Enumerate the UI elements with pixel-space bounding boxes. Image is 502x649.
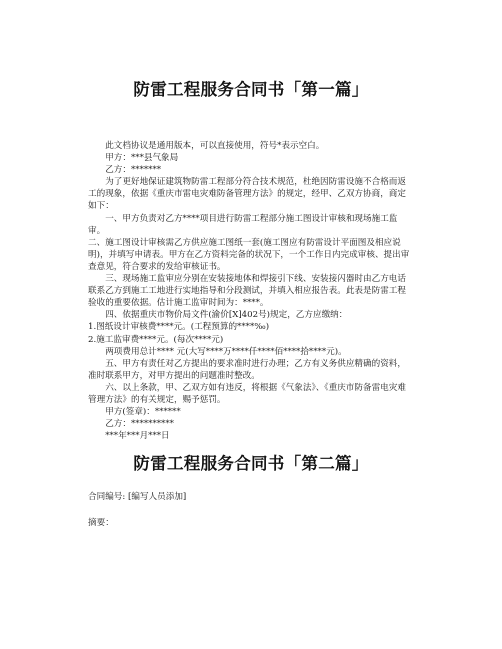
doc1-paragraph: 2.施工监审费****元。(每次****元)	[88, 334, 224, 345]
doc2-contract-number: 合同编号: [编写人员添加]	[88, 492, 187, 502]
doc1-paragraph: 此文档协议是通用版本，可以直接使用，符号*表示空白。	[105, 141, 325, 151]
doc1-signature-party-a: 甲方(签章)：******	[105, 407, 181, 418]
doc1-paragraph: 两项费用总计**** 元(大写****万****仟****佰****拾****元)。	[105, 346, 347, 357]
doc1-body	[88, 140, 414, 442]
doc1-paragraph: 为了更好地保证建筑物防雷工程部分符合技术规范，杜绝因防雷设施不合格而返工的现象，依据《重庆市雷电灾难防备管理方法》的规定，经甲、乙双方协商，商定如下：	[88, 177, 406, 212]
doc1-paragraph: 三、现场施工监审应分别在安装接地体和焊接引下线、安装接闪器时由乙方电话联系乙方到施工工地进行实地指导和分段测试，并填入相应报告表。此表是防雷工程验收的重要依据。估计施工监审时间为：****。	[88, 274, 406, 309]
doc1-title: 防雷工程服务合同书「第一篇」	[133, 80, 369, 99]
doc1-signature-party-b: 乙方：**********	[105, 419, 174, 430]
doc1-paragraph: 四、依据重庆市物价局文件(渝价[X]402号)规定，乙方应缴纳：	[105, 310, 348, 321]
doc1-paragraph: 五、甲方有责任对乙方提出的要求准时进行办理；乙方有义务供应精确的资料，准时联系甲方，对甲方提出的问题准时整改。	[88, 358, 406, 381]
doc2-abstract-label: 摘要：	[88, 518, 114, 528]
doc2-body	[88, 491, 414, 543]
doc1-paragraph: 一、甲方负责对乙方****项目进行防雷工程部分施工图设计审核和现场施工监审。	[88, 213, 398, 236]
doc1-date: ***年***月***日	[105, 431, 170, 442]
doc2-title: 防雷工程服务合同书「第二篇」	[133, 454, 369, 473]
doc1-paragraph: 1.图纸设计审核费****元。(工程预算的****‰)	[88, 322, 270, 333]
doc1-paragraph: 乙方：*******	[105, 165, 162, 176]
doc1-paragraph: 甲方：***县气象局	[105, 153, 179, 164]
doc1-paragraph: 二、施工图设计审核需乙方供应施工图纸一套(施工图应有防雷设计平面图及相应说明)，并填写申请表。甲方在乙方资料完备的状况下，一个工作日内完成审核、提出审查意见，符合要求的发给审核证书。	[88, 237, 410, 272]
doc1-paragraph: 六、以上条款，甲、乙双方如有违反，将根据《气象法》、《重庆市防备雷电灾难管理方法》的有关规定，赐予惩罚。	[88, 382, 406, 405]
